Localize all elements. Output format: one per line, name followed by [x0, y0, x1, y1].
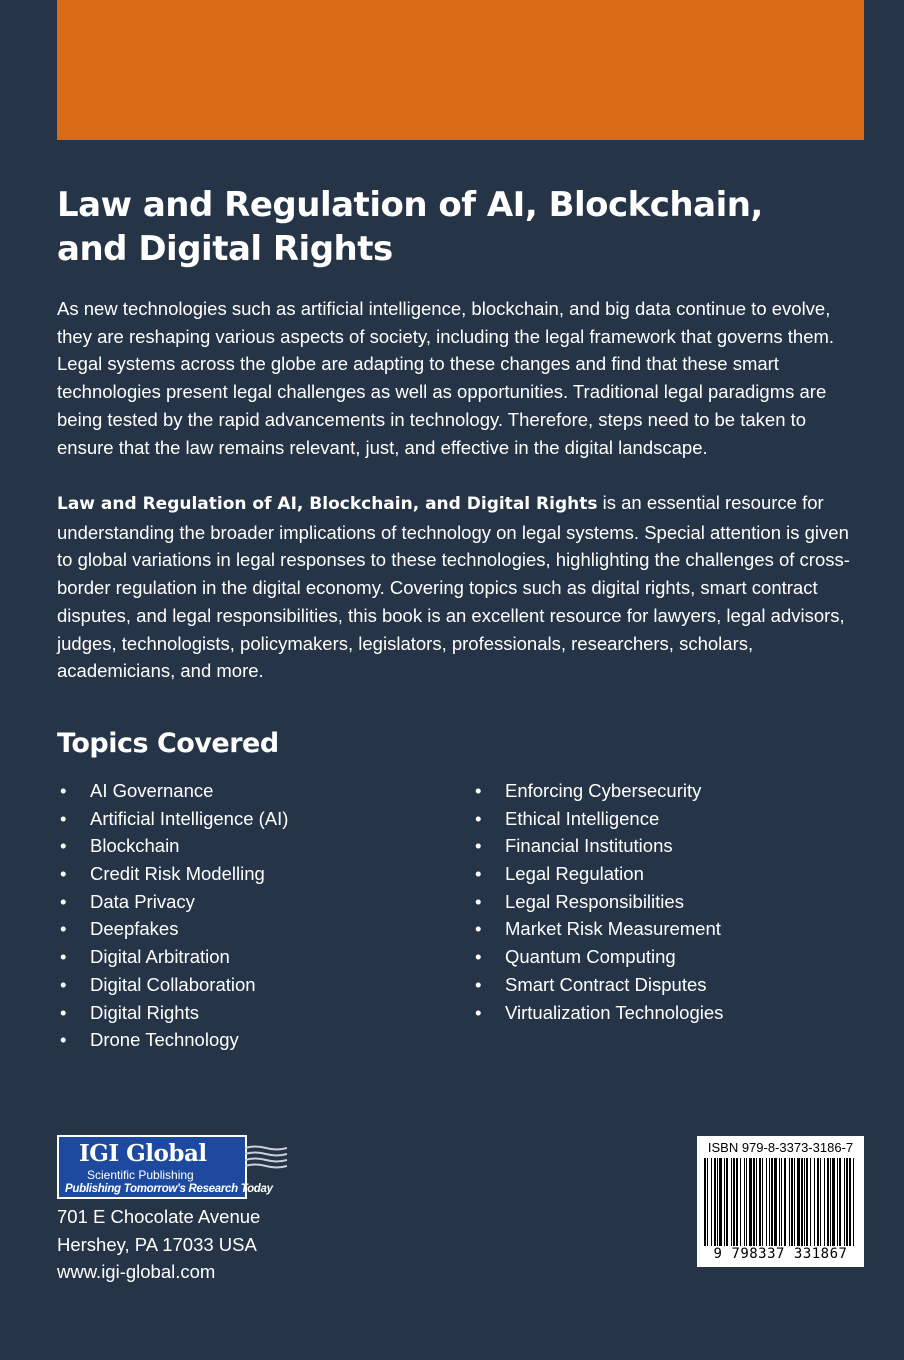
barcode-icon	[702, 1158, 859, 1246]
topic-label: Legal Responsibilities	[505, 890, 684, 912]
topic-label: Quantum Computing	[505, 946, 676, 968]
bullet-icon: •	[60, 918, 67, 940]
topic-label: Market Risk Measurement	[505, 918, 721, 940]
isbn-barcode	[697, 1136, 864, 1267]
topic-label: AI Governance	[90, 780, 214, 801]
bullet-icon: •	[60, 1001, 67, 1023]
topic-label: Artificial Intelligence (AI)	[90, 807, 289, 829]
description-paragraph-1: As new technologies such as artificial intelligence, blockchain, and big data continue to evolve, they are reshaping various aspects of society, including the legal framework that governs them. Legal systems across the globe are adapting to these changes and find that these smart technologies present legal challenges as well as opportunities. Traditional legal paradigms are being tested by the rapid advancements in technology. Therefore, steps need to be taken to ensure that the law remains relevant, just, and effective in the digital landscape.	[57, 298, 835, 458]
topic-label: Digital Collaboration	[90, 973, 256, 995]
bullet-icon: •	[60, 835, 67, 857]
topic-label: Credit Risk Modelling	[90, 863, 265, 885]
topic-item	[472, 971, 723, 999]
topic-item	[57, 1026, 288, 1054]
bullet-icon: •	[475, 973, 482, 995]
publisher-logo-box	[57, 1135, 273, 1199]
bullet-icon: •	[60, 780, 67, 801]
topics-heading: Topics Covered	[57, 728, 279, 759]
book-title	[57, 183, 857, 271]
bullet-icon: •	[475, 807, 482, 829]
topic-item	[57, 777, 288, 805]
publisher-address	[57, 1203, 260, 1286]
publisher-logo	[57, 1135, 287, 1201]
topic-item	[57, 832, 288, 860]
isbn-digits: 9 798337 331867	[713, 1246, 848, 1262]
bullet-icon: •	[475, 890, 482, 912]
topic-item	[57, 805, 288, 833]
logo-stripes-icon	[245, 1145, 287, 1169]
bullet-icon: •	[475, 1001, 482, 1023]
bullet-icon: •	[60, 946, 67, 968]
topic-label: Smart Contract Disputes	[505, 973, 707, 995]
paragraph-2-body: is an essential resource for understanding the broader implications of technology on legal systems. Special attention is given to global variations in legal responses to these technologies, highlighting the challenges of cross-border regulation in the digital economy. Covering topics such as digital rights, smart contract disputes, and legal responsibilities, this book is an excellent resource for lawyers, legal advisors, judges, technologists, policymakers, legislators, professionals, researchers, scholars, academicians, and more.	[57, 492, 850, 682]
topic-item	[57, 943, 288, 971]
topic-item	[57, 915, 288, 943]
bullet-icon: •	[475, 863, 482, 885]
topic-item	[472, 888, 723, 916]
topic-label: Drone Technology	[90, 1029, 239, 1051]
topic-label: Data Privacy	[90, 890, 195, 912]
topic-item	[472, 943, 723, 971]
topic-item	[472, 832, 723, 860]
bullet-icon: •	[60, 863, 67, 885]
topics-list-right	[472, 777, 723, 1026]
topic-item	[472, 777, 723, 805]
title-line-2: and Digital Rights	[57, 229, 393, 269]
topic-label: Digital Arbitration	[90, 946, 230, 968]
publisher-website[interactable]: www.igi-global.com	[57, 1261, 216, 1283]
address-street: 701 E Chocolate Avenue	[57, 1206, 261, 1227]
topic-item	[472, 999, 723, 1027]
topic-item	[57, 999, 288, 1027]
publisher-name: IGI Global	[79, 1140, 207, 1167]
topic-item	[57, 860, 288, 888]
description-paragraph-2	[57, 489, 857, 685]
title-line-1: Law and Regulation of AI, Blockchain,	[57, 185, 763, 225]
topic-label: Virtualization Technologies	[505, 1001, 724, 1023]
publisher-subtitle: Scientific Publishing	[87, 1168, 194, 1182]
paragraph-book-title: Law and Regulation of AI, Blockchain, and Digital Rights	[57, 494, 598, 514]
isbn-label: ISBN 979-8-3373-3186-7	[707, 1140, 854, 1155]
bullet-icon: •	[60, 1029, 67, 1051]
bullet-icon: •	[475, 946, 482, 968]
topic-label: Enforcing Cybersecurity	[505, 780, 702, 801]
bullet-icon: •	[475, 780, 482, 801]
orange-header-band	[57, 0, 864, 140]
bullet-icon: •	[60, 973, 67, 995]
topic-item	[57, 888, 288, 916]
address-city: Hershey, PA 17033 USA	[57, 1233, 257, 1255]
topic-item	[472, 805, 723, 833]
topic-label: Digital Rights	[90, 1001, 199, 1023]
topic-item	[472, 860, 723, 888]
bullet-icon: •	[60, 807, 67, 829]
publisher-tagline: Publishing Tomorrow's Research Today	[65, 1183, 273, 1195]
topic-label: Blockchain	[90, 835, 180, 857]
topic-label: Deepfakes	[90, 918, 179, 940]
topic-label: Legal Regulation	[505, 863, 644, 885]
topic-label: Ethical Intelligence	[505, 807, 660, 829]
topic-label: Financial Institutions	[505, 835, 673, 857]
topic-item	[57, 971, 288, 999]
bullet-icon: •	[475, 835, 482, 857]
bullet-icon: •	[60, 890, 67, 912]
topic-item	[472, 915, 723, 943]
bullet-icon: •	[475, 918, 482, 940]
topics-list-left	[57, 777, 288, 1054]
